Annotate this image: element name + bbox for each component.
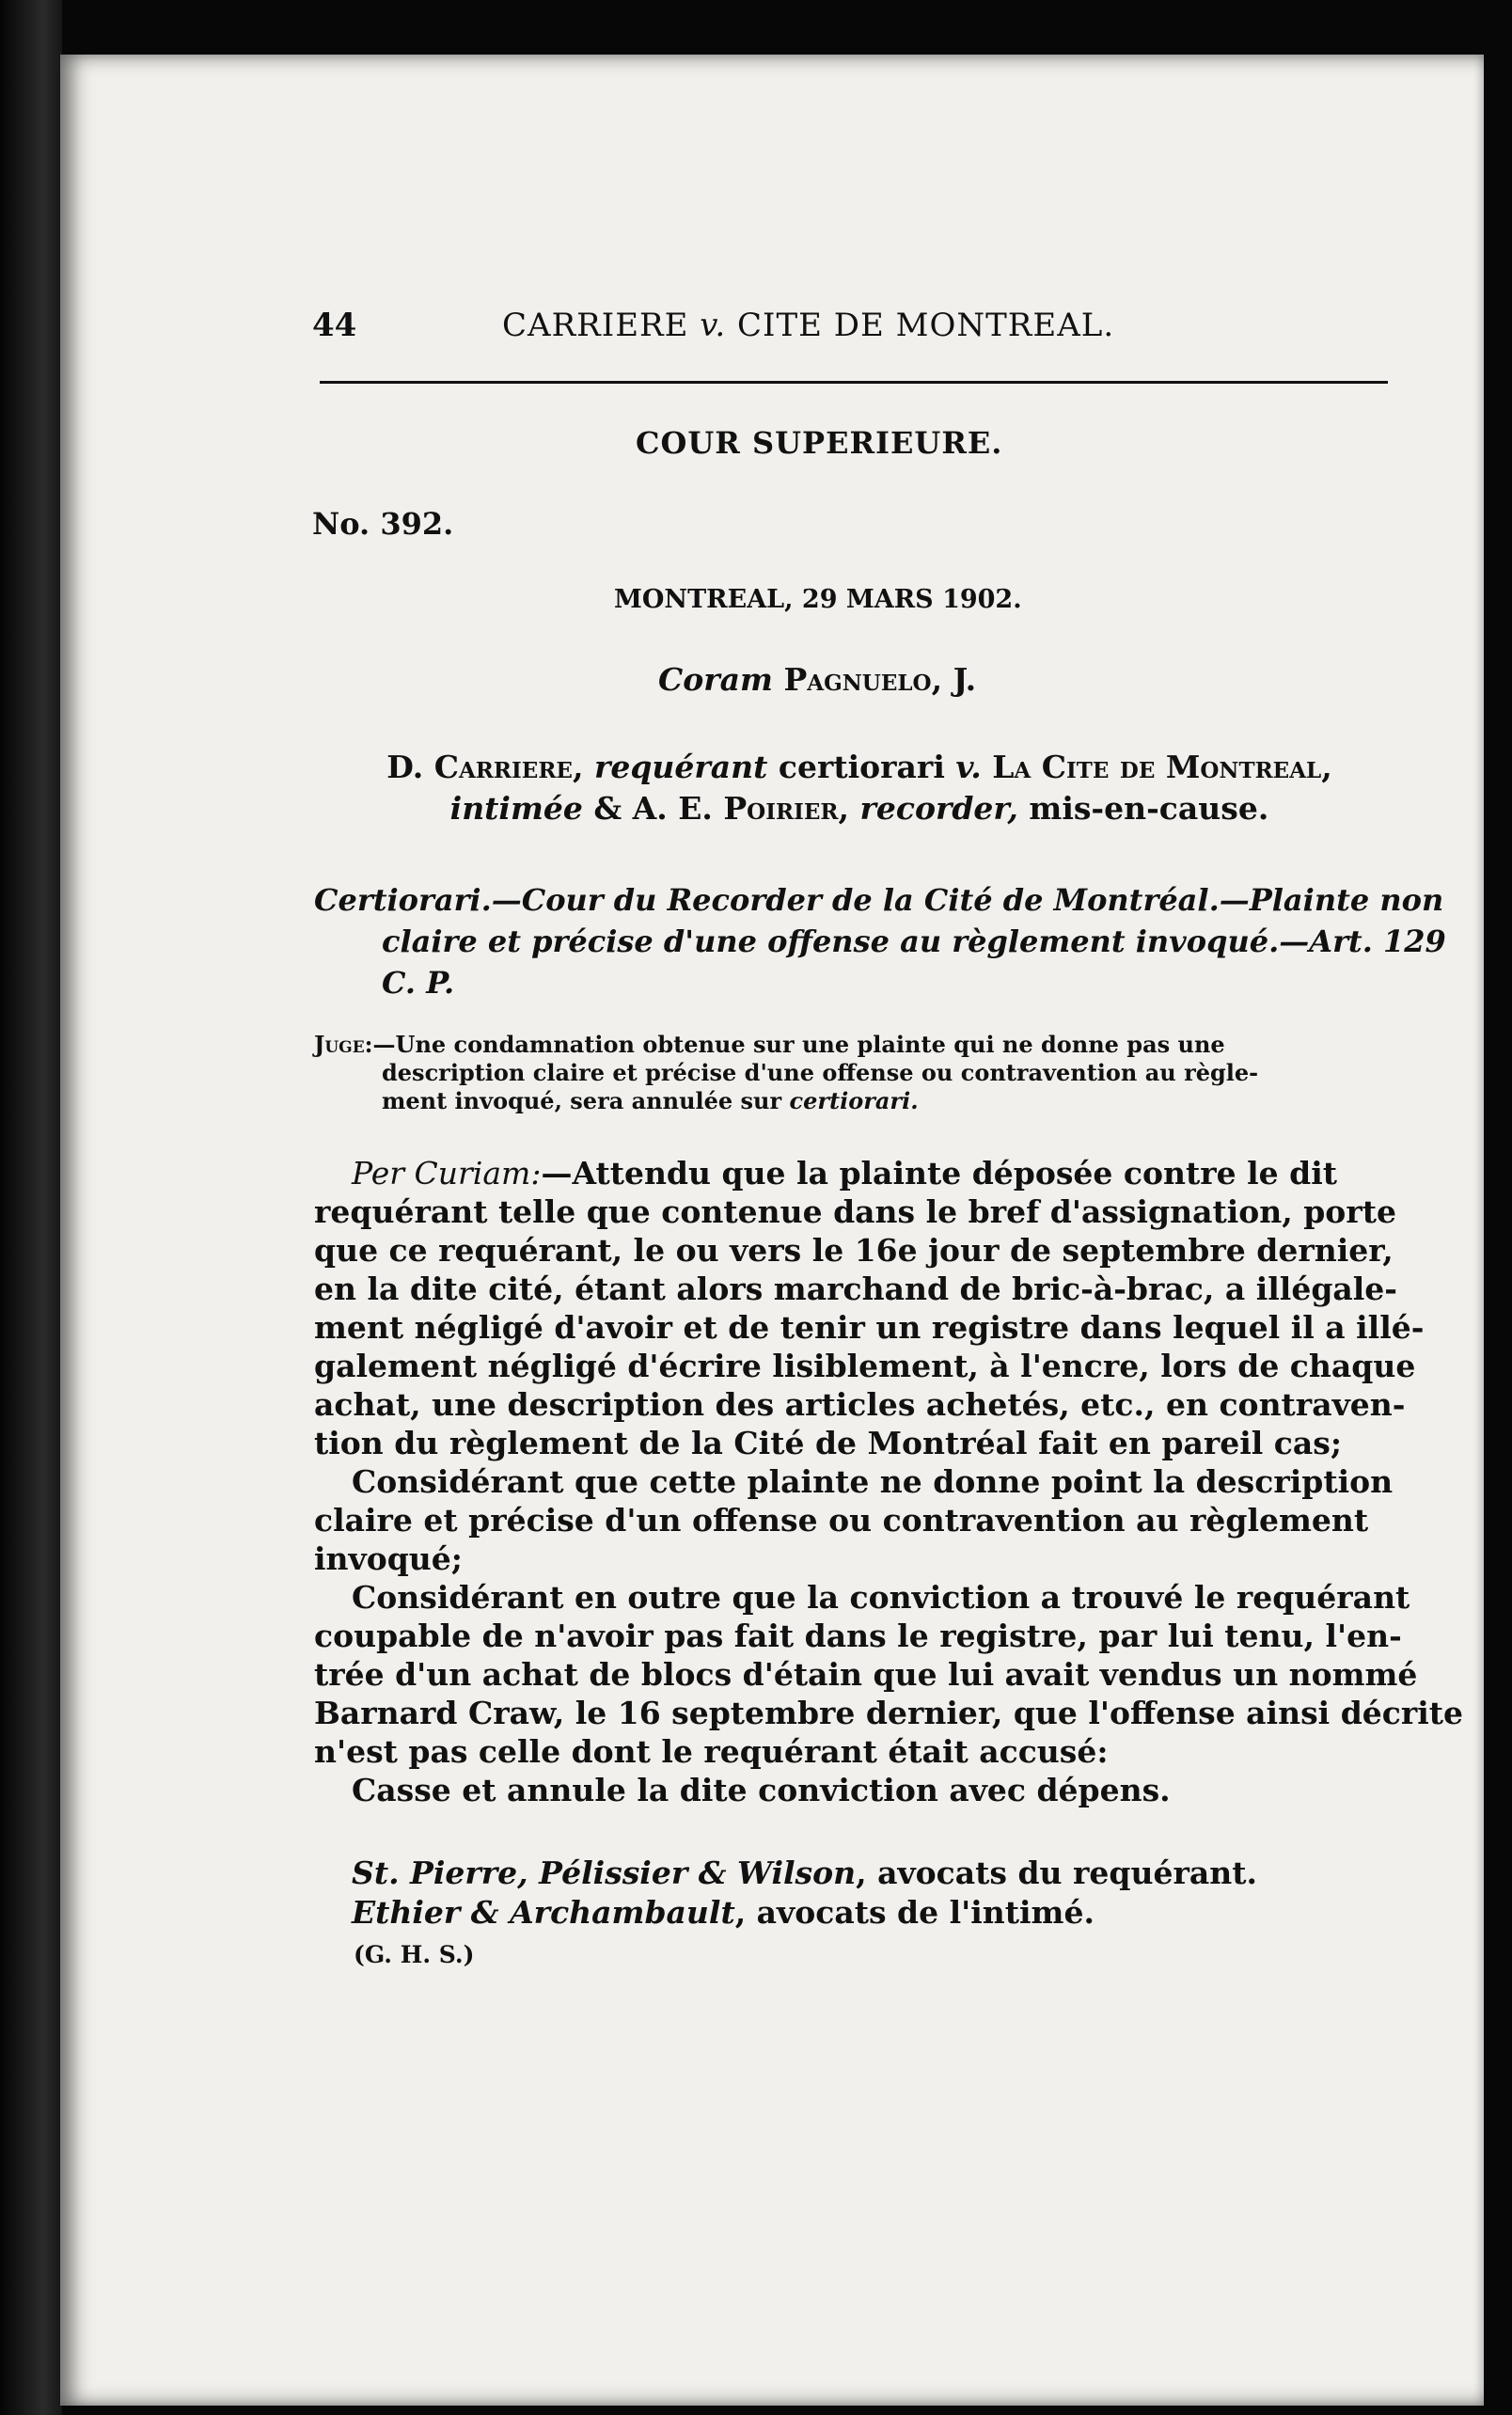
per-curiam-label: Per Curiam:	[352, 1155, 542, 1192]
body-line: n'est pas celle dont le requérant était accusé:	[314, 1733, 1109, 1770]
parties-certiorari: certiorari	[767, 749, 956, 785]
body-line: Considérant en outre que la conviction a trouvé le requérant	[352, 1579, 1410, 1616]
judgment-text: —Une condamnation obtenue sur une plainte qui ne donne pas une	[372, 1031, 1225, 1058]
judgment-line	[314, 1031, 1225, 1058]
judge-name: Pagnuelo, J.	[783, 661, 977, 698]
header-rule	[320, 381, 1388, 384]
parties-and: & A. E.	[582, 790, 724, 827]
case-number: No. 392.	[312, 506, 454, 542]
book-page	[60, 55, 1484, 2406]
party-city: La Cite de Montreal,	[992, 749, 1332, 785]
parties-comma-1: ,	[572, 749, 594, 785]
parties-space	[982, 749, 993, 785]
party-carriere: Carriere	[433, 749, 573, 785]
running-title-versus: v.	[700, 307, 727, 344]
running-title	[502, 307, 1114, 344]
coram-word: Coram	[658, 661, 773, 698]
body-line: galement négligé d'écrire lisiblement, à l'encre, lors de chaque	[314, 1348, 1416, 1384]
party-poirier: Poirier	[723, 790, 839, 827]
attorney-firm: St. Pierre, Pélissier & Wilson	[352, 1855, 857, 1891]
parties-mis-en-cause: mis-en-cause.	[1017, 790, 1269, 827]
body-line: Casse et annule la dite conviction avec dépens.	[352, 1772, 1171, 1808]
parties-d: D.	[386, 749, 434, 785]
attorney-line	[352, 1894, 1095, 1931]
parties-comma-2: ,	[838, 790, 860, 827]
attorney-role: , avocats de l'intimé.	[734, 1894, 1095, 1931]
attorney-line	[352, 1855, 1257, 1891]
body-line: claire et précise d'un offense ou contravention au règlement	[314, 1502, 1369, 1539]
attorney-firm: Ethier & Archambault	[352, 1894, 735, 1931]
body-line	[352, 1155, 1337, 1192]
place-date: MONTREAL, 29 MARS 1902.	[614, 585, 1022, 614]
body-line: coupable de n'avoir pas fait dans le registre, par lui tenu, l'en-	[314, 1618, 1402, 1654]
body-line: requérant telle que contenue dans le bref d'assignation, porte	[314, 1193, 1396, 1230]
party-role-intimee: intimée	[449, 790, 583, 827]
body-line: achat, une description des articles achetés, etc., en contraven-	[314, 1386, 1406, 1423]
judgment-line: description claire et précise d'une offense ou contravention au règle-	[382, 1059, 1259, 1086]
summary-line: Certiorari.—Cour du Recorder de la Cité de Montréal.—Plainte non	[314, 882, 1444, 918]
body-line: tion du règlement de la Cité de Montréal fait en pareil cas;	[314, 1425, 1343, 1461]
running-title-right: CITE DE MONTREAL.	[726, 307, 1115, 344]
body-text: —Attendu que la plainte déposée contre le dit	[541, 1155, 1337, 1192]
coram-line	[658, 661, 976, 698]
body-line: Considérant que cette plainte ne donne point la description	[352, 1463, 1394, 1500]
summary-line: C. P.	[382, 965, 455, 1001]
judgment-text: ment invoqué, sera annulée sur	[382, 1087, 790, 1114]
parties-versus: v.	[955, 749, 982, 785]
page-number: 44	[312, 307, 357, 344]
judgment-label: Juge:	[314, 1031, 373, 1058]
party-role-requerant: requérant	[593, 749, 768, 785]
summary-line: claire et précise d'une offense au règlement invoqué.—Art. 129	[382, 923, 1446, 959]
attorney-role: , avocats du requérant.	[856, 1855, 1257, 1891]
body-line: invoqué;	[314, 1540, 463, 1577]
court-name: COUR SUPERIEURE.	[636, 425, 1003, 461]
body-line: ment négligé d'avoir et de tenir un registre dans lequel il a illé-	[314, 1309, 1425, 1346]
body-line: trée d'un achat de blocs d'étain que lui avait vendus un nommé	[314, 1656, 1418, 1693]
running-title-left: CARRIERE	[502, 307, 701, 344]
book-binding-shadow	[0, 0, 62, 2415]
body-line: Barnard Craw, le 16 septembre dernier, que l'offense ainsi décrite	[314, 1695, 1464, 1731]
parties-line-2	[342, 790, 1377, 827]
parties-line-1	[342, 749, 1377, 785]
judgment-line	[382, 1087, 919, 1114]
body-line: en la dite cité, étant alors marchand de bric-à-brac, a illégale-	[314, 1271, 1398, 1307]
body-line: que ce requérant, le ou vers le 16e jour de septembre dernier,	[314, 1232, 1394, 1269]
judgment-italic: certiorari.	[789, 1087, 919, 1114]
party-role-recorder: recorder,	[859, 790, 1018, 827]
reporter-initials: (G. H. S.)	[354, 1941, 475, 1968]
